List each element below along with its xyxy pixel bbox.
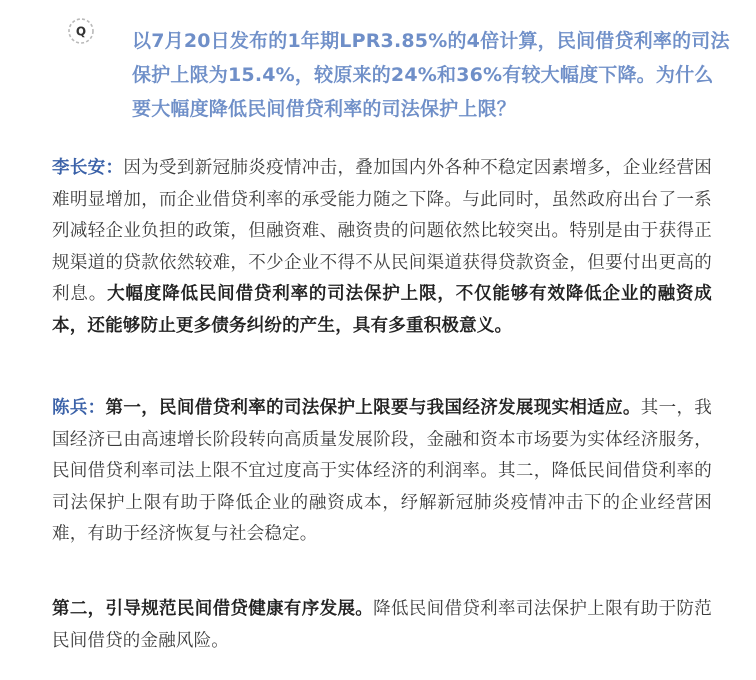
answer-chen-bing: [52, 393, 712, 551]
speaker-name: 李长安：: [52, 158, 124, 178]
q-badge-icon: [66, 16, 96, 46]
answer-point-two: [52, 594, 712, 657]
answer-emphasis: 第一，民间借贷利率的司法保护上限要与我国经济发展现实相适应。: [105, 398, 641, 418]
answer-text: 因为受到新冠肺炎疫情冲击，叠加国内外各种不稳定因素增多，企业经营困难明显增加，而企业借贷利率的承受能力随之下降。与此同时，虽然政府出台了一系列减轻企业负担的政策，但融资难、融资贵的问题依然比较突出。特别是由于获得正规渠道的贷款依然较难，不少企业不得不从民间渠道获得贷款资金，但要付出更高的利息。: [52, 158, 712, 304]
q-badge-letter: Q: [75, 24, 87, 39]
answer-emphasis: 第二，引导规范民间借贷健康有序发展。: [52, 599, 374, 619]
question-text: 以7月20日发布的1年期LPR3.85%的4倍计算，民间借贷利率的司法保护上限为15.4%，较原来的24%和36%有较大幅度下降。为什么要大幅度降低民间借贷利率的司法保护上限？: [132, 30, 730, 120]
answer-li-changan: [52, 153, 712, 342]
speaker-name: 陈兵：: [52, 398, 106, 418]
answer-emphasis: 大幅度降低民间借贷利率的司法保护上限，不仅能够有效降低企业的融资成本，还能够防止更多债务纠纷的产生，具有多重积极意义。: [52, 284, 712, 336]
answer-text: 其一，我国经济已由高速增长阶段转向高质量发展阶段，金融和资本市场要为实体经济服务，民间借贷利率司法上限不宜过度高于实体经济的利润率。其二，降低民间借贷利率的司法保护上限有助于降低企业的融资成本，纾解新冠肺炎疫情冲击下的企业经营困难，有助于经济恢复与社会稳定。: [52, 398, 712, 544]
answer-text: 降低民间借贷利率司法保护上限有助于防范民间借贷的金融风险。: [52, 599, 712, 651]
